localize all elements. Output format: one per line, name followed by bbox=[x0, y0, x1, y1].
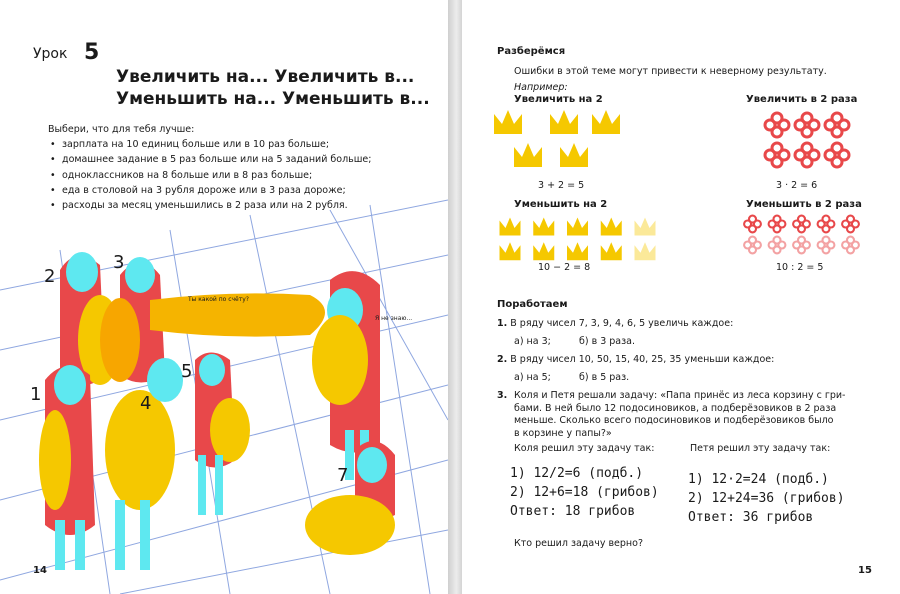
speech-text: Я не знаю... bbox=[375, 315, 413, 322]
example-title: Увеличить на 2 bbox=[514, 94, 603, 105]
title-line: Увеличить на... Увеличить в... bbox=[116, 67, 415, 87]
option-item: • одноклассников на 8 больше или в 8 раз больше; bbox=[48, 168, 371, 183]
figure-number: 3 bbox=[113, 252, 125, 273]
task-option: б) в 5 раз. bbox=[579, 372, 630, 383]
figure-number: 2 bbox=[44, 266, 56, 287]
example-illustrations bbox=[462, 105, 900, 270]
task-line: в корзине у папы?» bbox=[514, 427, 612, 439]
example-title: Увеличить в 2 раза bbox=[746, 94, 858, 105]
figure-4 bbox=[105, 358, 183, 570]
task-line: Коля и Петя решали задачу: «Папа принёс из леса корзину с гри- bbox=[514, 390, 846, 401]
formula: 3 + 2 = 5 bbox=[538, 180, 585, 191]
figure-number: 5 bbox=[181, 361, 193, 382]
example-title: Уменьшить в 2 раза bbox=[746, 199, 862, 210]
section-heading: Разберёмся bbox=[497, 46, 566, 57]
figure-number: 7 bbox=[337, 465, 349, 486]
figure-5 bbox=[195, 353, 250, 516]
section-heading: Поработаем bbox=[497, 299, 568, 310]
speech-text: Ты какой по счёту? bbox=[188, 296, 249, 303]
formula: 10 − 2 = 8 bbox=[538, 262, 591, 273]
flowers-group bbox=[765, 113, 849, 167]
solution-line: 2) 12+24=36 (грибов) bbox=[688, 491, 845, 506]
petya-label: Петя решил эту задачу так: bbox=[690, 443, 831, 454]
task-text: В ряду чисел 10, 50, 15, 40, 25, 35 уменьши каждое: bbox=[510, 354, 775, 365]
example-title: Уменьшить на 2 bbox=[514, 199, 608, 210]
crowns-group bbox=[494, 110, 620, 167]
book-gutter bbox=[448, 0, 462, 594]
task-line: бами. В ней было 12 подосиновиков, а подберёзовиков в 2 раза bbox=[514, 402, 837, 414]
task-number: 3. bbox=[497, 390, 508, 401]
task-text bbox=[514, 390, 845, 440]
page-number: 15 bbox=[858, 565, 872, 576]
option-item: • еда в столовой на 3 рубля дороже или в 3 раза дороже; bbox=[48, 183, 371, 198]
small-crowns-group bbox=[500, 218, 656, 261]
kolya-solution bbox=[510, 464, 659, 521]
prompt: Выбери, что для тебя лучше: bbox=[48, 124, 195, 135]
option-item: • зарплата на 10 единиц больше или в 10 раз больше; bbox=[48, 137, 371, 152]
solution-line: 1) 12·2=24 (подб.) bbox=[688, 472, 829, 487]
small-flowers-group bbox=[744, 216, 859, 254]
task-option: а) на 3; bbox=[514, 336, 551, 347]
task-text: В ряду чисел 7, 3, 9, 4, 6, 5 увеличь каждое: bbox=[510, 318, 734, 329]
figure-number: 4 bbox=[140, 393, 152, 414]
task-number: 1. bbox=[497, 318, 508, 329]
example-label: Например: bbox=[514, 82, 568, 93]
option-item: • домашнее задание в 5 раз больше или на 5 заданий больше; bbox=[48, 152, 371, 167]
figure-number: 1 bbox=[30, 384, 42, 405]
intro-block bbox=[48, 122, 371, 213]
figure-1 bbox=[39, 365, 95, 570]
option-item: • расходы за месяц уменьшились в 2 раза или на 2 рубля. bbox=[48, 198, 371, 213]
lesson-number: 5 bbox=[84, 40, 100, 65]
lesson-label: Урок bbox=[33, 46, 68, 62]
formula: 10 : 2 = 5 bbox=[776, 262, 824, 273]
warning-text: Ошибки в этой теме могут привести к неверному результату. bbox=[514, 66, 827, 77]
solution-line: Ответ: 18 грибов bbox=[510, 504, 636, 519]
task-number: 2. bbox=[497, 354, 508, 365]
solution-line: 1) 12/2=6 (подб.) bbox=[510, 466, 644, 481]
page-number: 14 bbox=[33, 565, 47, 576]
lesson-title bbox=[116, 66, 430, 110]
kolya-label: Коля решил эту задачу так: bbox=[514, 443, 655, 454]
formula: 3 · 2 = 6 bbox=[776, 180, 818, 191]
task-line: меньше. Сколько всего подосиновиков и подберёзовиков было bbox=[514, 415, 834, 426]
task-option: б) в 3 раза. bbox=[579, 336, 636, 347]
right-page bbox=[462, 0, 900, 594]
solution-line: 2) 12+6=18 (грибов) bbox=[510, 485, 659, 500]
title-line: Уменьшить на... Уменьшить в... bbox=[116, 89, 430, 109]
petya-solution bbox=[688, 470, 845, 527]
solution-line: Ответ: 36 грибов bbox=[688, 510, 814, 525]
left-page bbox=[0, 0, 448, 594]
question: Кто решил задачу верно? bbox=[514, 538, 644, 549]
task-option: а) на 5; bbox=[514, 372, 551, 383]
